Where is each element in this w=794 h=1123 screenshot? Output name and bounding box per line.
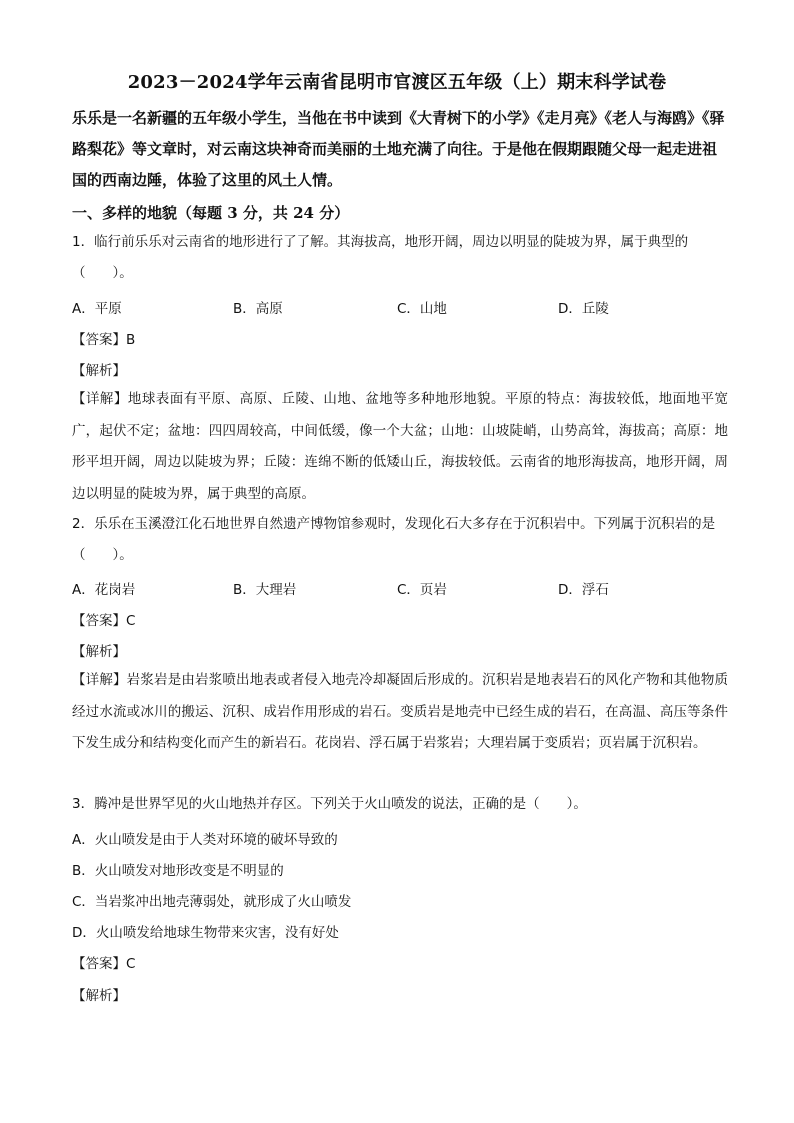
question-options bbox=[72, 297, 728, 321]
question-stem: 3．腾冲是世界罕见的火山地热并存区。下列关于火山喷发的说法，正确的是（ ）。 bbox=[72, 796, 587, 812]
option-b: B．高原 bbox=[233, 301, 283, 317]
option-d: D．火山喷发给地球生物带来灾害，没有好处 bbox=[72, 925, 339, 941]
option-c: C．页岩 bbox=[397, 582, 447, 598]
option-b: B．火山喷发对地形改变是不明显的 bbox=[72, 863, 284, 879]
option-d: D．浮石 bbox=[558, 582, 609, 598]
option-d: D．丘陵 bbox=[558, 301, 609, 317]
analysis-label: 【解析】 bbox=[72, 644, 126, 660]
detail-paragraph: 【详解】地球表面有平原、高原、丘陵、山地、盆地等多种地形地貌。平原的特点：海拔较低，地面地平宽广，起伏不定；盆地：四四周较高，中间低缓，像一个大盆；山地：山坡陡峭，山势高耸，海拔高；高原：地形平坦开阔，周边以陡坡为界；丘陵：连绵不断的低矮山丘，海拔较低。云南省的地形海拔高，地形开阔，周边以明显的陡坡为界，属于典型的高原。 bbox=[72, 391, 728, 502]
question-stem: 2．乐乐在玉溪澄江化石地世界自然遗产博物馆参观时，发现化石大多存在于沉积岩中。下列属于沉积岩的是（ ）。 bbox=[72, 516, 716, 563]
question-options bbox=[72, 578, 728, 602]
option-c: C．当岩浆冲出地壳薄弱处，就形成了火山喷发 bbox=[72, 894, 352, 910]
answer-label: 【答案】C bbox=[72, 956, 136, 972]
option-a: A．花岗岩 bbox=[72, 582, 136, 598]
question-stem: 1．临行前乐乐对云南省的地形进行了了解。其海拔高，地形开阔，周边以明显的陡坡为界，属于典型的（ ）。 bbox=[72, 234, 689, 281]
option-b: B．大理岩 bbox=[233, 582, 297, 598]
detail-paragraph: 【详解】岩浆岩是由岩浆喷出地表或者侵入地壳冷却凝固后形成的。沉积岩是地表岩石的风化产物和其他物质经过水流或冰川的搬运、沉积、成岩作用形成的岩石。变质岩是地壳中已经生成的岩石，在高温、高压等条件下发生成分和结构变化而产生的新岩石。花岗岩、浮石属于岩浆岩；大理岩属于变质岩；页岩属于沉积岩。 bbox=[72, 672, 728, 751]
intro-paragraph: 乐乐是一名新疆的五年级小学生，当他在书中读到《大青树下的小学》《走月亮》《老人与海鸥》《驿路梨花》等文章时，对云南这块神奇而美丽的土地充满了向往。于是他在假期跟随父母一起走进祖国的西南边陲，体验了这里的风土人情。 bbox=[72, 109, 725, 189]
section-heading: 一、多样的地貌（每题 3 分，共 24 分） bbox=[72, 204, 350, 222]
analysis-label: 【解析】 bbox=[72, 988, 126, 1004]
answer-label: 【答案】B bbox=[72, 332, 136, 348]
answer-label: 【答案】C bbox=[72, 613, 136, 629]
option-a: A．平原 bbox=[72, 301, 122, 317]
option-a: A．火山喷发是由于人类对环境的破坏导致的 bbox=[72, 832, 338, 848]
analysis-label: 【解析】 bbox=[72, 363, 126, 379]
option-c: C．山地 bbox=[397, 301, 447, 317]
page-title: 2023－2024学年云南省昆明市官渡区五年级（上）期末科学试卷 bbox=[127, 72, 667, 93]
